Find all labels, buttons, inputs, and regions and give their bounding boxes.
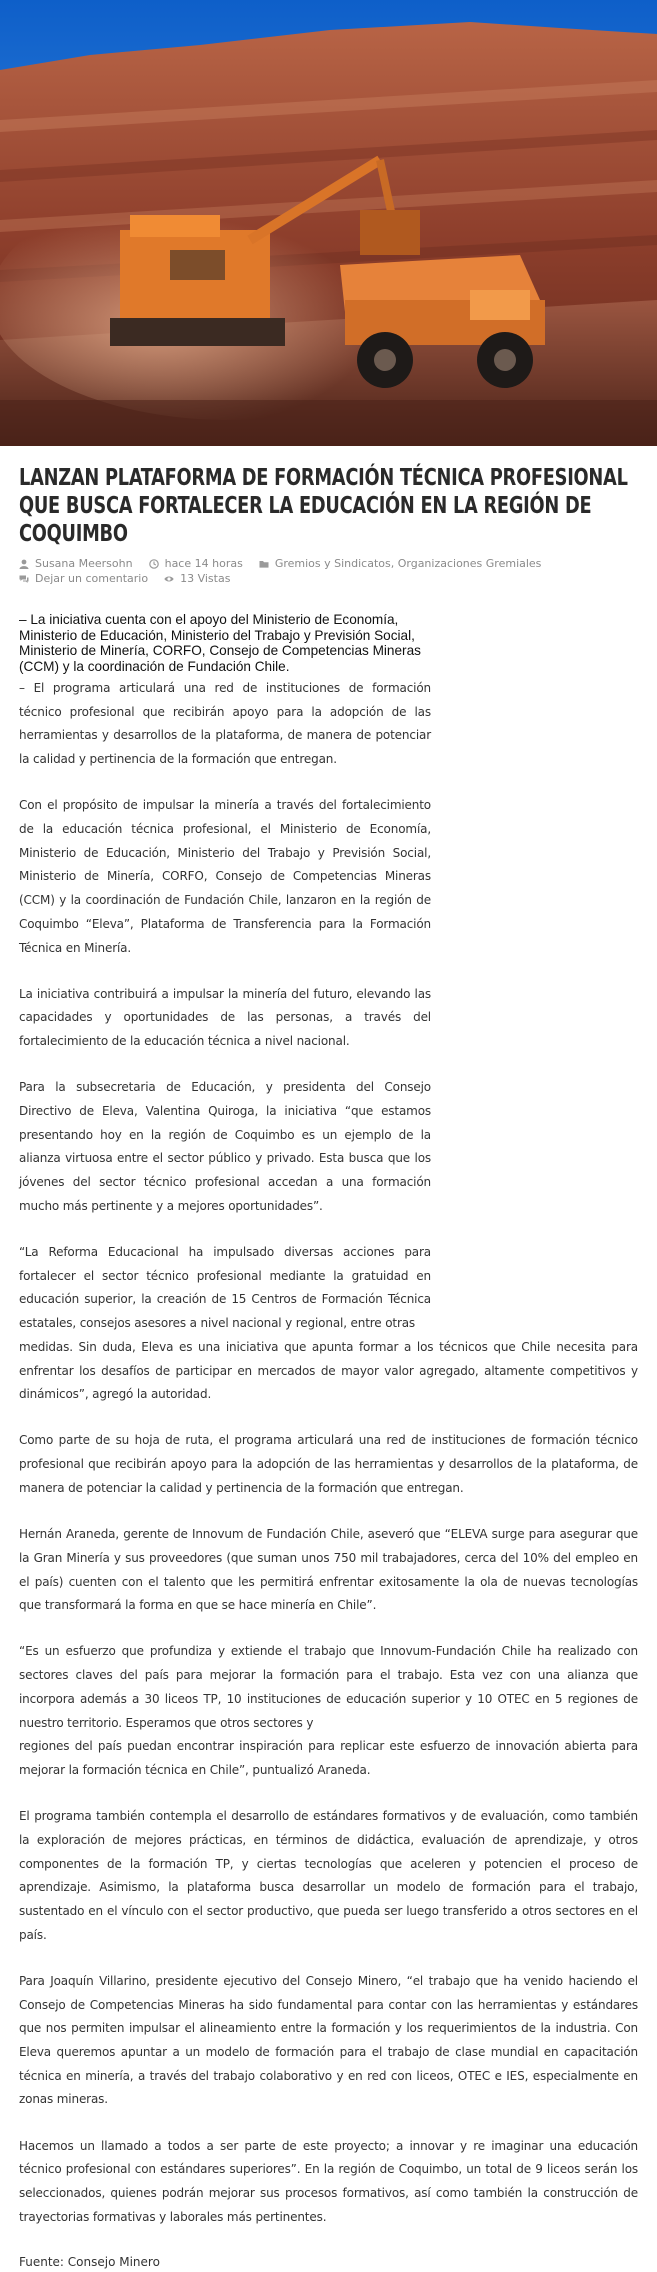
- article-meta: [19, 556, 638, 586]
- meta-categories[interactable]: [259, 556, 542, 571]
- category-links[interactable]: Gremios y Sindicatos, Organizaciones Gremiales: [274, 557, 542, 570]
- paragraph-7: Hernán Araneda, gerente de Innovum de Fundación Chile, aseveró que “ELEVA surge para asegurar que la Gran Minería y sus proveedores (que suman unos 750 mil trabajadores, cerca del 10% del empleo en el país) cuenten con el talento que les permitirá enfrentar exitosamente la ola de nuevas tecnologías que transformará la forma en que se hace minería en Chile”.: [19, 1527, 638, 1613]
- post-time: hace 14 horas: [164, 557, 243, 570]
- user-icon: [19, 559, 29, 569]
- paragraph-5-end: medidas. Sin duda, Eleva es una iniciativa que apunta formar a los técnicos que Chile necesita para enfrentar los desafíos de participar en mercados de mayor valor agregado, altamente competitivos y dinámicos”, agregó la autoridad.: [19, 1339, 638, 1402]
- article-title: LANZAN PLATAFORMA DE FORMACIÓN TÉCNICA PROFESIONAL QUE BUSCA FORTALECER LA EDUCACIÓN EN LA REGIÓN DE COQUIMBO: [19, 465, 628, 547]
- paragraph-8-end: regiones del país puedan encontrar inspiración para replicar este esfuerzo de innovación abierta para mejorar la formación técnica en Chile”, puntualizó Araneda.: [19, 1739, 638, 1777]
- article-lead: – La iniciativa cuenta con el apoyo del Ministerio de Economía, Ministerio de Educación, Ministerio del Trabajo y Previsión Social, Ministerio de Minería, CORFO, Consejo de Competencias Mineras (CCM) y la coordinación de Fundación Chile.: [19, 612, 421, 674]
- paragraph-1: – El programa articulará una red de instituciones de formación técnico profesional que recibirán apoyo para la adopción de las herramientas y desarrollos de la plataforma, de manera de potenciar la calidad y pertinencia de la formación que entregan.: [19, 681, 431, 767]
- paragraph-8-start: “Es un esfuerzo que profundiza y extiende el trabajo que Innovum-Fundación Chile ha realizado con sectores claves del país para mejorar la formación para el trabajo. Esta vez con una alianza que incorpora además a 30 liceos TP, 10 instituciones de educación superior y 10 OTEC en 5 regiones de nuestro territorio. Esperamos que otros sectores y: [19, 1644, 638, 1730]
- mining-photo: [0, 0, 657, 446]
- paragraph-3: La iniciativa contribuirá a impulsar la minería del futuro, elevando las capacidades y oportunidades de las personas, a través del fortalecimiento de la educación técnica a nivel nacional.: [19, 986, 431, 1049]
- hero-image: [0, 0, 657, 446]
- meta-comment[interactable]: [19, 571, 148, 586]
- paragraph-11: Hacemos un llamado a todos a ser parte de este proyecto; a innovar y re imaginar una educación técnico profesional con estándares superiores”. En la región de Coquimbo, un total de 9 liceos serán los seleccionados, quienes podrán mejorar sus procesos formativos, así como también la construcción de trayectorias formativas y laborales más pertinentes.: [19, 2138, 638, 2224]
- meta-time: [149, 556, 243, 571]
- view-count: 13 Vistas: [180, 572, 231, 585]
- paragraph-10: Para Joaquín Villarino, presidente ejecutivo del Consejo Minero, “el trabajo que ha venido haciendo el Consejo de Competencias Mineras ha sido fundamental para contar con las herramientas y estándares que nos permiten impulsar el alineamiento entre la formación y los requerimientos de la industria. Con Eleva queremos apuntar a un modelo de formación para el trabajo de clase mundial en capacitación técnica en minería, a través del trabajo colaborativo y en red con liceos, OTEC e IES, especialmente en zonas mineras.: [19, 1973, 638, 2107]
- author-name: Susana Meersohn: [35, 557, 133, 570]
- paragraph-6: Como parte de su hoja de ruta, el programa articulará una red de instituciones de formación técnico profesional que recibirán apoyo para la adopción de las herramientas y desarrollos de la plataforma, de manera de potenciar la calidad y pertinencia de la formación que entregan.: [19, 1433, 638, 1495]
- paragraph-5-start: “La Reforma Educacional ha impulsado diversas acciones para fortalecer el sector técnico profesional mediante la gratuidad en educación superior, la creación de 15 Centros de Formación Técnica estatales, consejos asesores a nivel nacional y regional, entre otras: [19, 1245, 431, 1331]
- eye-icon: [164, 574, 174, 584]
- article-source: Fuente: Consejo Minero: [19, 2254, 160, 2269]
- folder-icon: [259, 559, 269, 569]
- paragraph-4: Para la subsecretaria de Educación, y presidenta del Consejo Directivo de Eleva, Valentina Quiroga, la iniciativa “que estamos presentando hoy en la región de Coquimbo es un ejemplo de la alianza virtuosa entre el sector público y privado. Esta busca que los jóvenes del sector técnico profesional accedan a una formación mucho más pertinente y a mejores oportunidades”.: [19, 1080, 431, 1213]
- comment-link[interactable]: Dejar un comentario: [35, 572, 149, 585]
- comments-icon: [19, 574, 29, 584]
- meta-views: [164, 571, 230, 586]
- meta-author[interactable]: [19, 556, 133, 571]
- paragraph-9: El programa también contempla el desarrollo de estándares formativos y de evaluación, como también la exploración de mejores prácticas, en términos de didáctica, evaluación de aprendizaje, y otros componentes de la formación TP, y ciertas tecnologías que aceleren y potencien el proceso de aprendizaje. Asimismo, la plataforma busca desarrollar un modelo de formación para el trabajo, sustentado en el vínculo con el sector productivo, que pueda ser luego transferido a otros sectores en el país.: [19, 1809, 638, 1942]
- paragraph-2: Con el propósito de impulsar la minería a través del fortalecimiento de la educación técnica profesional, el Ministerio de Economía, Ministerio de Educación, Ministerio del Trabajo y Previsión Social, Ministerio de Minería, CORFO, Consejo de Competencias Mineras (CCM) y la coordinación de Fundación Chile, lanzaron en la región de Coquimbo “Eleva”, Plataforma de Transferencia para la Formación Técnica en Minería.: [19, 798, 431, 955]
- clock-icon: [149, 559, 159, 569]
